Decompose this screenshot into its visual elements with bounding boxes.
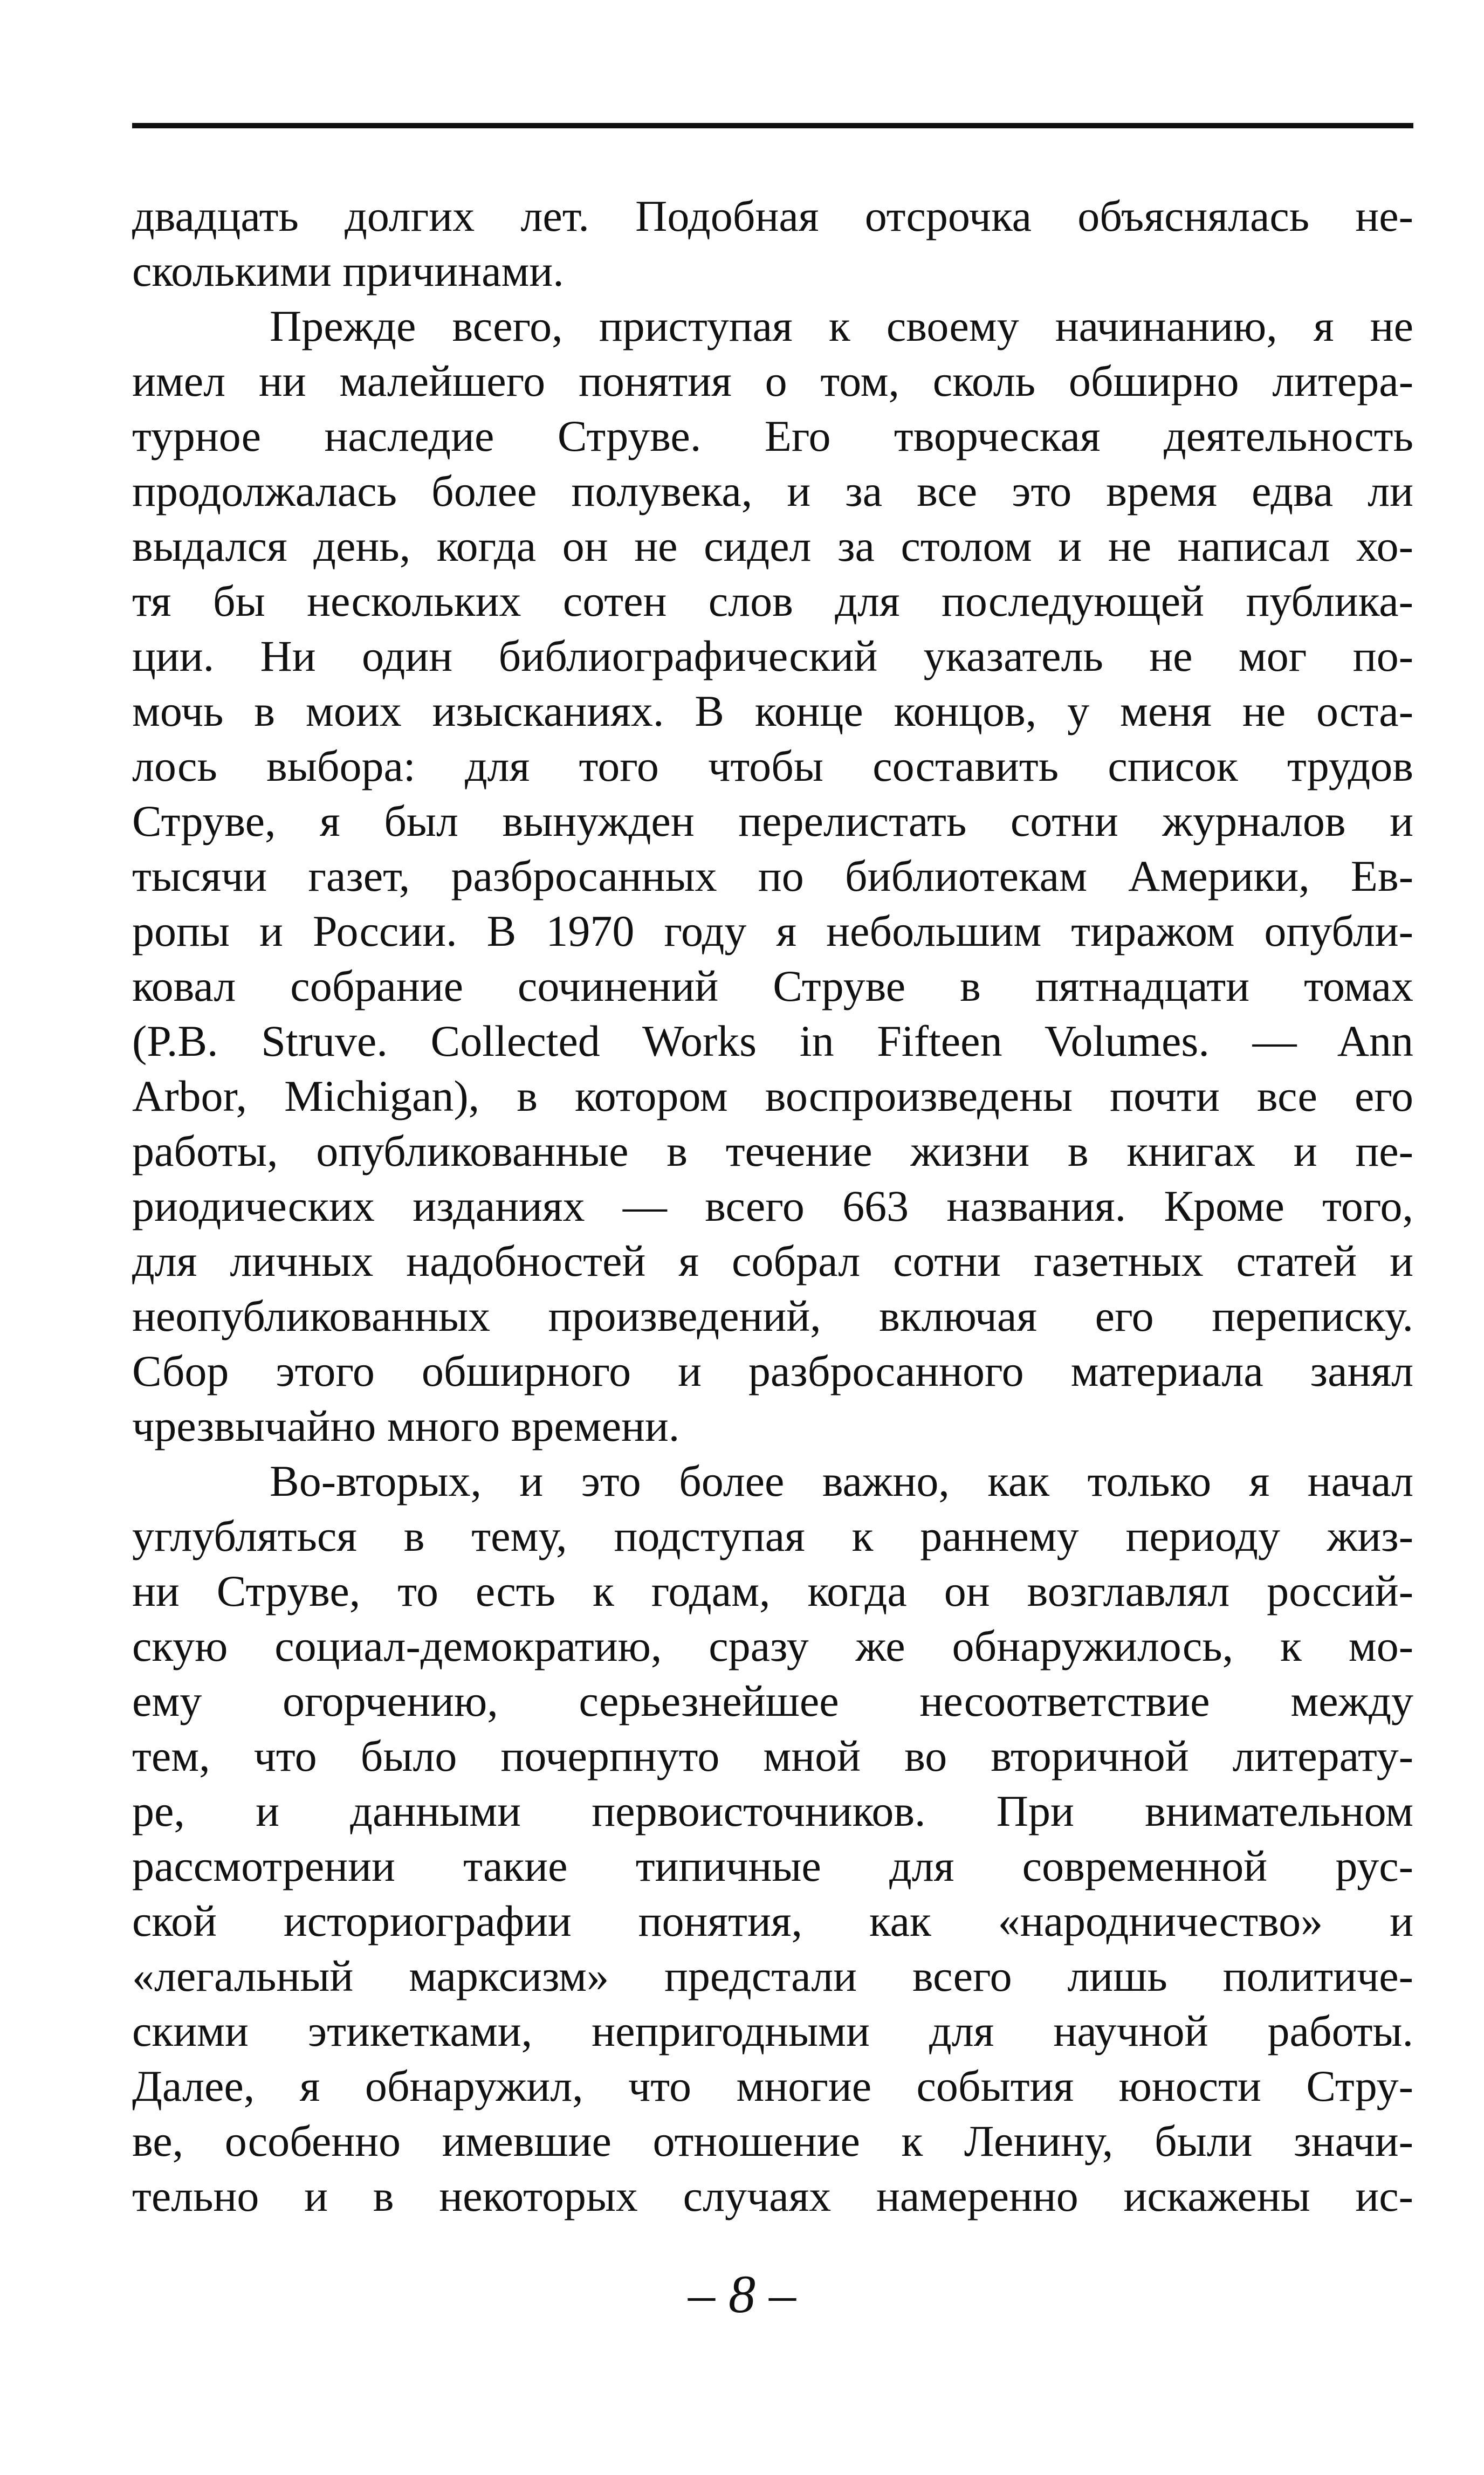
text-line: скими этикетками, непригодными для научной работы.	[132, 2006, 1413, 2055]
text-line: рассмотрении такие типичные для современной рус-	[132, 1841, 1413, 1890]
text-line: ни Струве, то есть к годам, когда он возглавлял россий-	[132, 1566, 1413, 1615]
text-line: для личных надобностей я собрал сотни газетных статей и	[132, 1236, 1413, 1285]
text-line: углубляться в тему, подступая к раннему периоду жиз-	[132, 1511, 1413, 1560]
text-line: тысячи газет, разбросанных по библиотекам Америки, Ев-	[132, 851, 1413, 900]
text-line: лось выбора: для того чтобы составить список трудов	[132, 741, 1413, 790]
text-line: ской историографии понятия, как «народничество» и	[132, 1896, 1413, 1945]
text-line: Далее, я обнаружил, что многие события юности Стру-	[132, 2061, 1413, 2110]
paragraph-start-line: Прежде всего, приступая к своему начинанию, я не	[270, 301, 1413, 350]
text-line: Струве, я был вынужден перелистать сотни журналов и	[132, 796, 1413, 845]
text-line: неопубликованных произведений, включая его переписку.	[132, 1291, 1413, 1340]
header-rule	[132, 123, 1413, 128]
text-line: тельно и в некоторых случаях намеренно искажены ис-	[132, 2171, 1413, 2220]
text-line: чрезвычайно много времени.	[132, 1401, 680, 1450]
text-line: ре, и данными первоисточников. При внимательном	[132, 1786, 1413, 1835]
paragraph-start-line: Во-вторых, и это более важно, как только я начал	[270, 1456, 1413, 1505]
text-line: ве, особенно имевшие отношение к Ленину, были значи-	[132, 2116, 1413, 2165]
text-line: турное наследие Струве. Его творческая деятельность	[132, 411, 1413, 460]
text-line: (P.B. Struve. Collected Works in Fifteen Volumes. — Ann	[132, 1016, 1413, 1065]
text-line: сколькими причинами.	[132, 246, 564, 295]
text-line: продолжалась более полувека, и за все это время едва ли	[132, 466, 1413, 515]
text-line: «легальный марксизм» предстали всего лишь политиче-	[132, 1951, 1413, 2000]
text-line: ковал собрание сочинений Струве в пятнадцати томах	[132, 961, 1413, 1010]
text-line: тя бы нескольких сотен слов для последующей публика-	[132, 576, 1413, 625]
text-line: риодических изданиях — всего 663 названия. Кроме того,	[132, 1181, 1413, 1230]
text-line: работы, опубликованные в течение жизни в книгах и пе-	[132, 1126, 1413, 1175]
text-line: ции. Ни один библиографический указатель не мог по-	[132, 631, 1413, 680]
page-number: – 8 –	[688, 2264, 796, 2324]
text-line: тем, что было почерпнуто мной во вторичной литерату-	[132, 1731, 1413, 1780]
text-line: ропы и России. В 1970 году я небольшим тиражом опубли-	[132, 906, 1413, 955]
body-text	[132, 189, 1413, 2224]
text-line: мочь в моих изысканиях. В конце концов, у меня не оста-	[132, 686, 1413, 735]
text-line: двадцать долгих лет. Подобная отсрочка объяснялась не-	[132, 191, 1413, 240]
text-line: выдался день, когда он не сидел за столом и не написал хо-	[132, 521, 1413, 570]
text-line: ему огорчению, серьезнейшее несоответствие между	[132, 1676, 1413, 1725]
text-line: имел ни малейшего понятия о том, сколь обширно литера-	[132, 356, 1413, 405]
text-line: Сбор этого обширного и разбросанного материала занял	[132, 1346, 1413, 1395]
text-line: скую социал-демократию, сразу же обнаружилось, к мо-	[132, 1621, 1413, 1670]
text-line: Arbor, Michigan), в котором воспроизведены почти все его	[132, 1071, 1413, 1120]
